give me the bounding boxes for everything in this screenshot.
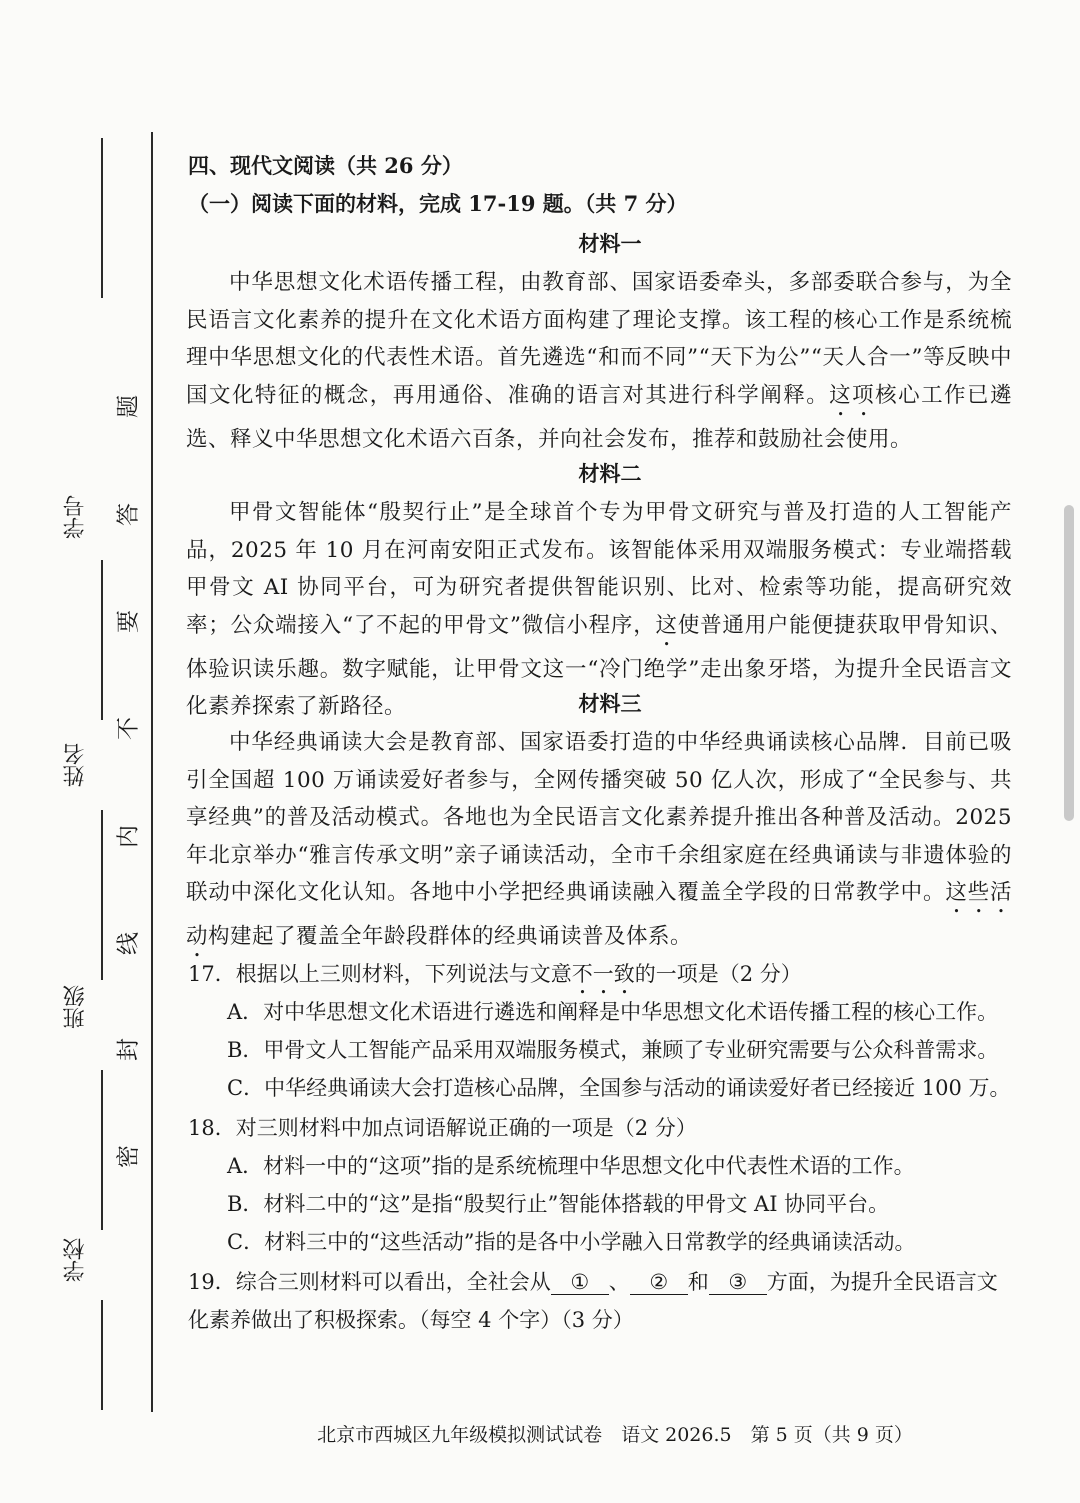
dotted-term: 这项 (829, 382, 876, 408)
material-paragraph: 甲骨文智能体“殷契行止”是全球首个专为甲骨文研究与普及打造的人工智能产品，2025 年 10 月在河南安阳正式发布。该智能体采用双端服务模式：专业端搭载甲骨文 AI 协同平台，可为研究者提供智能识别、比对、检索等功能，提高研究效率；公众端接入“了不起的甲骨文”微信小程序，这使普通用户能便捷获取甲骨知识、体验识读乐趣。数字赋能，让甲骨文这一“冷门绝学”走出象牙塔，为提升全民语言文化素养探索了新路径。 (186, 500, 1012, 719)
section-title: 四、现代文阅读（共 26 分） (188, 153, 463, 178)
binding-line (151, 132, 153, 1412)
question-19-stem: 19．综合三则材料可以看出，全社会从 ① 、 ② 和 ③ 方面，为提升全民语言文 (188, 1270, 998, 1294)
question-17-stem: 17．根据以上三则材料，下列说法与文意不一致的一项是（2 分） (188, 962, 802, 986)
name-label: 姓名 (63, 743, 88, 787)
seal-char: 封 (115, 1038, 142, 1061)
material-paragraph: 中华思想文化术语传播工程，由教育部、国家语委牵头，多部委联合参与，为全民语言文化素养的提升在文化术语方面构建了理论支撑。该工程的核心工作是系统梳理中华思想文化的代表性术语。首先遴选“和而不同”“天下为公”“天人合一”等反映中国文化特征的概念，再用通俗、准确的语言对其进行科学阐释。这项核心工作已遴选、释义中华思想文化术语六百条，并向社会发布，推荐和鼓励社会使用。 (186, 270, 1012, 452)
question-19-stem-continued: 化素养做出了积极探索。（每空 4 个字）（3 分） (188, 1308, 634, 1332)
option-c[interactable]: C．材料三中的“这些活动”指的是各中小学融入日常教学的经典诵读活动。 (227, 1230, 916, 1254)
binding-outer-line (101, 1070, 103, 1230)
seal-char: 线 (115, 932, 142, 955)
dotted-term: 这 (655, 612, 678, 638)
seal-char: 要 (115, 610, 142, 633)
option-b[interactable]: B．甲骨文人工智能产品采用双端服务模式，兼顾了专业研究需要与公众科普需求。 (227, 1038, 999, 1062)
dotted-term: 这些活动 (186, 880, 1012, 949)
seal-char: 不 (115, 717, 142, 740)
binding-outer-line (101, 138, 103, 298)
seal-char: 密 (115, 1145, 142, 1168)
answer-blank-1[interactable]: ① (551, 1270, 609, 1295)
option-c[interactable]: C．中华经典诵读大会打造核心品牌，全国参与活动的诵读爱好者已经接近 100 万。 (227, 1076, 1011, 1100)
section-subtitle: （一）阅读下面的材料，完成 17-19 题。（共 7 分） (188, 191, 688, 216)
seal-char: 题 (115, 395, 142, 418)
dotted-term: 不一致 (571, 962, 635, 986)
page-footer: 北京市西城区九年级模拟测试试卷 语文 2026.5 第 5 页（共 9 页） (317, 1424, 913, 1446)
option-b[interactable]: B．材料二中的“这”是指“殷契行止”智能体搭载的甲骨文 AI 协同平台。 (227, 1192, 890, 1216)
class-label: 班级 (63, 985, 88, 1029)
question-18-stem: 18．对三则材料中加点词语解说正确的一项是（2 分） (188, 1116, 697, 1140)
answer-blank-2[interactable]: ② (630, 1270, 688, 1295)
answer-blank-3[interactable]: ③ (709, 1270, 767, 1295)
seal-char: 答 (115, 503, 142, 526)
material-title: 材料二 (578, 461, 642, 486)
material-paragraph: 中华经典诵读大会是教育部、国家语委打造的中华经典诵读核心品牌．目前已吸引全国超 100 万诵读爱好者参与，全网传播突破 50 亿人次，形成了“全民参与、共享经典”的普及活动模式。各地也为全民语言文化素养提升推出各种普及活动。2025 年北京举办“雅言传承文明”亲子诵读活动，全市千余组家庭在经典诵读与非遗体验的联动中深化文化认知。各地中小学把经典诵读融入覆盖全学段的日常教学中。这些活动构建起了覆盖全年龄段群体的经典诵读普及体系。 (186, 730, 1012, 949)
school-label: 学校 (63, 1238, 88, 1282)
binding-outer-line (101, 1300, 103, 1410)
scrollbar[interactable] (1064, 505, 1074, 821)
material-title: 材料三 (578, 691, 642, 716)
seal-char: 内 (115, 825, 142, 848)
binding-outer-line (101, 810, 103, 980)
option-a[interactable]: A．材料一中的“这项”指的是系统梳理中华思想文化中代表性术语的工作。 (227, 1154, 915, 1178)
option-a[interactable]: A．对中华思想文化术语进行遴选和阐释是中华思想文化术语传播工程的核心工作。 (227, 1000, 999, 1024)
material-title: 材料一 (578, 231, 642, 256)
student-id-label: 学号 (63, 495, 88, 539)
